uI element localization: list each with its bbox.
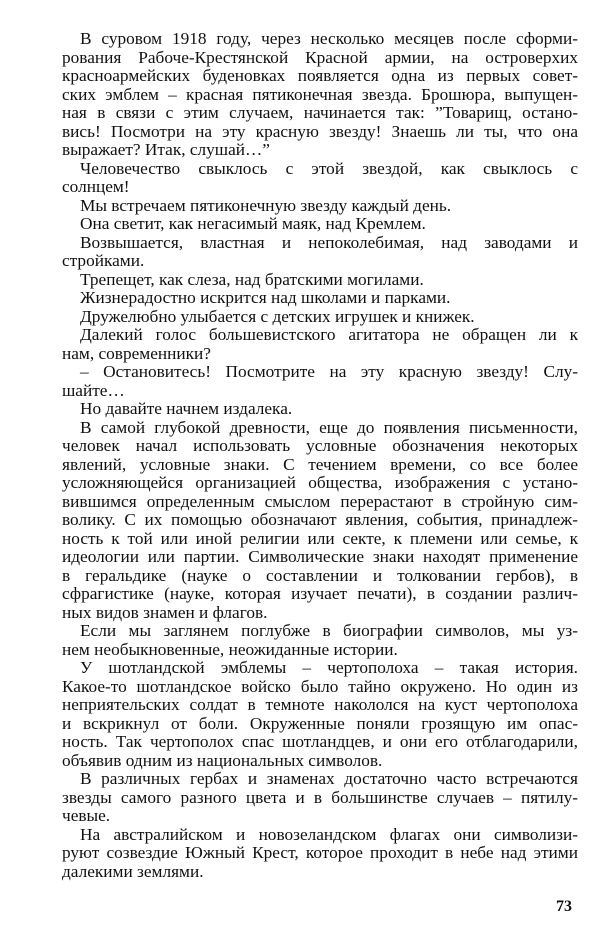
text-line: ная в связи с этим случаем, начинается так: ”Товарищ, остано- [62,103,578,122]
text-line: – Остановитесь! Посмотрите на эту красную звезду! Слу- [80,362,578,381]
paragraph [62,234,578,271]
text-line: В различных гербах и знаменах достаточно часто встречаются [80,769,578,788]
text-line: Если мы заглянем поглубже в биографии символов, мы уз- [80,621,578,640]
paragraph [62,308,578,327]
text-line: Мы встречаем пятиконечную звезду каждый день. [80,195,452,215]
text-line: неприятельских солдат в темноте накололся на куст чертополоха [62,695,578,714]
text-line: В самой глубокой древности, еще до появления письменности, [80,417,578,437]
paragraph [62,363,578,400]
paragraph [62,419,578,623]
text-line: чевые. [62,806,111,825]
text-line: в геральдике (науке о составлении и толковании гербов), в [62,565,578,585]
paragraph [62,160,578,197]
text-line: руют созвездие Южный Крест, которое проходит в небе над этими [62,843,578,862]
text-line: волику. С их помощью обозначают явления, события, принадлеж- [62,510,578,529]
text-line: человек начал использовать условные обозначения некоторых [62,436,578,455]
text-line: нам, современники? [62,343,211,363]
text-line: ных видов знамен и флагов. [62,602,268,622]
text-line: вись! Посмотри на эту красную звезду! Знаешь ли ты, что она [62,121,578,141]
text-line: У шотландской эмблемы – чертополоха – такая история. [80,658,578,677]
text-line: усложняющейся организацией общества, изображения с устано- [62,473,578,492]
text-line: стройками. [62,251,145,270]
text-line: вившимся определенным смыслом перерастают в стройную сим- [62,491,578,511]
paragraph [62,215,578,234]
paragraph [62,770,578,826]
text-line: ских эмблем – красная пятиконечная звезда. Брошюра, выпущен- [62,84,578,104]
text-line: Она светит, как негасимый маяк, над Кремлем. [80,214,426,233]
text-line: явлений, условные знаки. С течением времени, со все более [62,454,578,474]
paragraph [62,400,578,419]
text-line: звезды самого разного цвета и в большинстве случаев – пятилу- [62,787,578,807]
text-line: Далекий голос большевистского агитатора не обращен ли к [80,325,578,344]
paragraph [62,197,578,216]
text-line: далекими землями. [62,861,204,881]
text-line: Жизнерадостно искрится над школами и парками. [80,288,451,307]
text-line: солнцем! [62,177,130,196]
text-line: ность. Так чертополох спас шотландцев, и они его отблагодарили, [62,732,578,751]
paragraph [62,326,578,363]
text-line: На австралийском и новозеландском флагах они символизи- [80,824,578,844]
paragraph [62,826,578,882]
page-number: 73 [556,898,572,915]
text-line: рования Рабоче-Крестянской Красной армии, на островерхих [62,47,578,67]
text-line: В суровом 1918 году, через несколько месяцев после сформи- [80,29,578,48]
text-line: Но давайте начнем издалека. [80,399,293,418]
text-line: выражает? Итак, слушай…” [62,140,270,159]
paragraph [62,622,578,659]
book-page-body [62,30,578,881]
text-line: Какое-то шотландское войско было тайно окружено. Но один из [62,676,578,696]
text-line: Трепещет, как слеза, над братскими могилами. [80,269,424,289]
paragraph [62,289,578,308]
text-line: Дружелюбно улыбается с детских игрушек и книжек. [80,306,475,326]
text-line: объявив одним из национальных символов. [62,750,383,770]
paragraph [62,30,578,160]
paragraph [62,659,578,770]
text-line: сфрагистике (науке, которая изучает печати), в создании различ- [62,584,578,603]
text-line: ность к той или иной религии или секте, к племени или семье, к [62,528,578,548]
text-line: красноармейских буденовках появляется одна из первых совет- [62,66,578,85]
paragraph [62,271,578,290]
text-line: и вскрикнул от боли. Окруженные поняли грозящую им опас- [62,713,578,733]
text-line: шайте… [62,380,125,400]
text-line: идеологии или партии. Символические знаки находят применение [62,547,578,566]
text-line: нем необыкновенные, неожиданные истории. [62,639,398,659]
text-line: Возвышается, властная и непоколебимая, над заводами и [80,232,578,252]
text-line: Человечество свыклось с этой звездой, как свыклось с [80,158,578,178]
